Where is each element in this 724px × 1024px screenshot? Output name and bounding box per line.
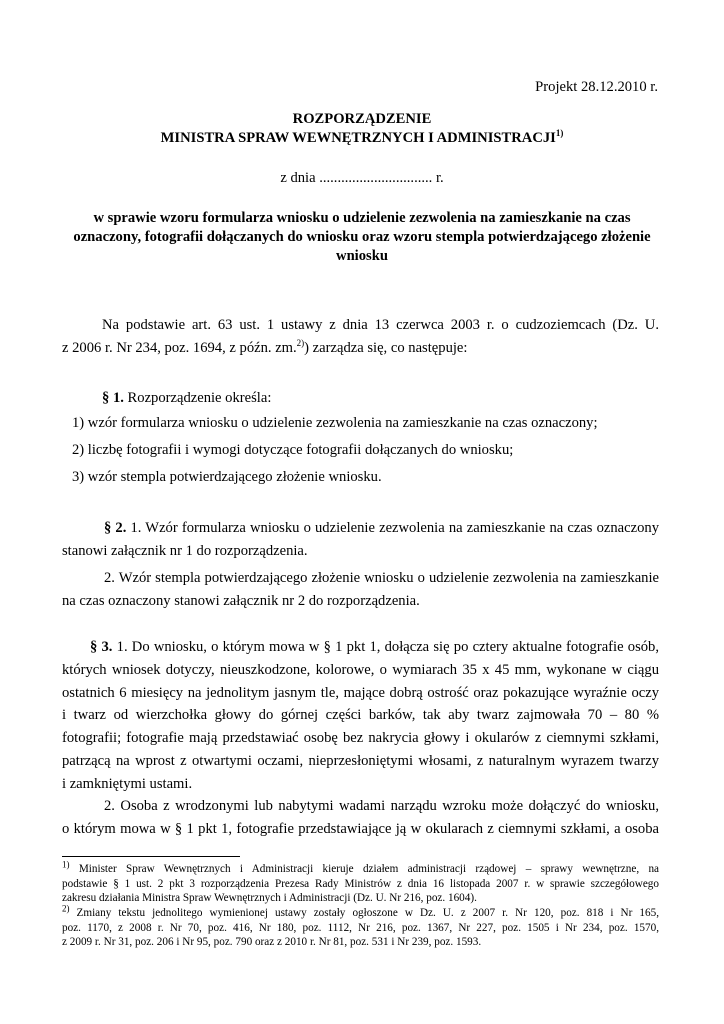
project-date-label: Projekt 28.12.2010 r. <box>535 79 658 95</box>
par3-line-4: i twarz od wierzchołka głowy do górnej części barków, tak aby twarz zajmowała 70 – 80 % <box>62 707 659 724</box>
footnote-2 <box>62 903 659 950</box>
par2-line-1 <box>62 517 659 540</box>
preamble-line-2-b: ) zarządza się, co następuje: <box>304 339 468 356</box>
footnote-2-line-1 <box>62 903 659 921</box>
par3-line-6: patrzącą na wprost z otwartymi oczami, nieprzesłoniętymi włosami, z naturalnym wyrazem twarzy <box>62 752 659 769</box>
par2-line-2: stanowi załącznik nr 1 do rozporządzenia. <box>62 542 308 559</box>
subject-line-1: w sprawie wzoru formularza wniosku o udzielenie zezwolenia na zamieszkanie na czas <box>93 210 631 226</box>
subject-line-3: wniosku <box>336 248 388 264</box>
minister-title <box>62 127 662 149</box>
preamble-line-2-a: z 2006 r. Nr 234, poz. 1694, z późn. zm. <box>62 339 297 356</box>
par2-line-3: 2. Wzór stempla potwierdzającego złożenie wniosku o udzielenie zezwolenia na zamieszkanie <box>104 570 659 586</box>
subject-line-2: oznaczony, fotografii dołączanych do wniosku oraz wzoru stempla potwierdzającego złożenie <box>73 229 651 245</box>
par2-line-1-text: 1. Wzór formularza wniosku o udzielenie zezwolenia na zamieszkanie na czas oznaczony <box>126 520 660 536</box>
par3-line-9: o którym mowa w § 1 pkt 1, fotografie przedstawiające ją w okularach z ciemnymi szkłami, a osoba <box>62 820 659 837</box>
par2-section-2 <box>62 567 659 613</box>
par1-mark: § 1. <box>102 390 124 406</box>
footnote-1-line-2: podstawie § 1 ust. 2 pkt 3 rozporządzenia Prezesa Rady Ministrów z dnia 16 listopada 2007 r. w sprawie szczegółowego <box>62 877 659 890</box>
par3-line-1-text: 1. Do wniosku, o którym mowa w § 1 pkt 1, dołącza się po cztery aktualne fotografie osób, <box>112 639 659 655</box>
minister-title-text: MINISTRA SPRAW WEWNĘTRZNYCH I ADMINISTRACJI <box>160 130 556 146</box>
par3-mark: § 3. <box>90 639 113 655</box>
preamble-line-2 <box>62 337 659 360</box>
par2-section-1 <box>62 517 659 563</box>
par3-line-7: i zamkniętymi ustami. <box>62 775 193 792</box>
date-line: z dnia ............................... r. <box>280 170 444 186</box>
footnote-1-line-3: zakresu działania Ministra Spraw Wewnętrznych i Administracji (Dz. U. Nr 216, poz. 1604). <box>62 892 477 905</box>
par2-mark: § 2. <box>104 520 127 536</box>
footnote-2-line-2: poz. 1170, z 2008 r. Nr 70, poz. 416, Nr 180, poz. 1112, Nr 216, poz. 1367, Nr 227, poz. 1505 i Nr 234, poz. 1570, <box>62 921 659 934</box>
footnote-ref-2: 2) <box>296 337 305 348</box>
par1-intro <box>102 387 271 409</box>
footnote-1-mark: 1) <box>62 859 70 870</box>
par3-line-3: ostatnich 6 miesięcy na jednolitym jasnym tle, mające dobrą ostrość oraz pokazujące wyraźnie oczy <box>62 684 659 701</box>
par2-line-4: na czas oznaczony stanowi załącznik nr 2 do rozporządzenia. <box>62 592 420 609</box>
footnote-2-line-3: z 2009 r. Nr 31, poz. 206 i Nr 95, poz. 790 oraz z 2010 r. Nr 81, poz. 531 i Nr 239, poz. 1593. <box>62 936 482 949</box>
footnote-1-line-1 <box>62 859 659 877</box>
footnote-separator <box>62 856 240 857</box>
preamble <box>62 314 659 360</box>
par1-item-3: 3) wzór stempla potwierdzającego złożenie wniosku. <box>72 469 382 485</box>
footnote-1-line-1-text: Minister Spraw Wewnętrznych i Administracji kieruje działem administracji rządowej – sprawy wewnętrzne, na <box>69 863 659 875</box>
par3-line-5: fotografii; fotografie mają przedstawiać osobę bez nakrycia głowy i okularów z ciemnymi szkłami, <box>62 730 659 747</box>
par1-item-2: 2) liczbę fotografii i wymogi dotyczące fotografii dołączanych do wniosku; <box>72 442 514 458</box>
par3-section-1 <box>62 636 659 796</box>
footnote-2-mark: 2) <box>62 903 70 914</box>
par3-line-8: 2. Osoba z wrodzonymi lub nabytymi wadami narządu wzroku może dołączyć do wniosku, <box>104 798 659 814</box>
par1-intro-text: Rozporządzenie określa: <box>123 390 272 406</box>
par1-item-1: 1) wzór formularza wniosku o udzielenie zezwolenia na zamieszkanie na czas oznaczony; <box>72 415 598 431</box>
footnote-ref-1: 1) <box>555 128 564 139</box>
footnote-1 <box>62 859 659 906</box>
preamble-line-1: Na podstawie art. 63 ust. 1 ustawy z dnia 13 czerwca 2003 r. o cudzoziemcach (Dz. U. <box>102 317 659 333</box>
par3-line-2: których wniosek dotyczy, nieuszkodzone, kolorowe, o wymiarach 35 x 45 mm, wykonane w ciągu <box>62 661 659 678</box>
footnote-2-line-1-text: Zmiany tekstu jednolitego wymienionej ustawy zostały ogłoszone w Dz. U. z 2007 r. Nr 120, poz. 818 i Nr 165, <box>69 907 659 919</box>
par3-section-2 <box>62 795 659 841</box>
par3-line-1 <box>62 636 659 659</box>
regulation-title: ROZPORZĄDZENIE <box>292 111 432 127</box>
